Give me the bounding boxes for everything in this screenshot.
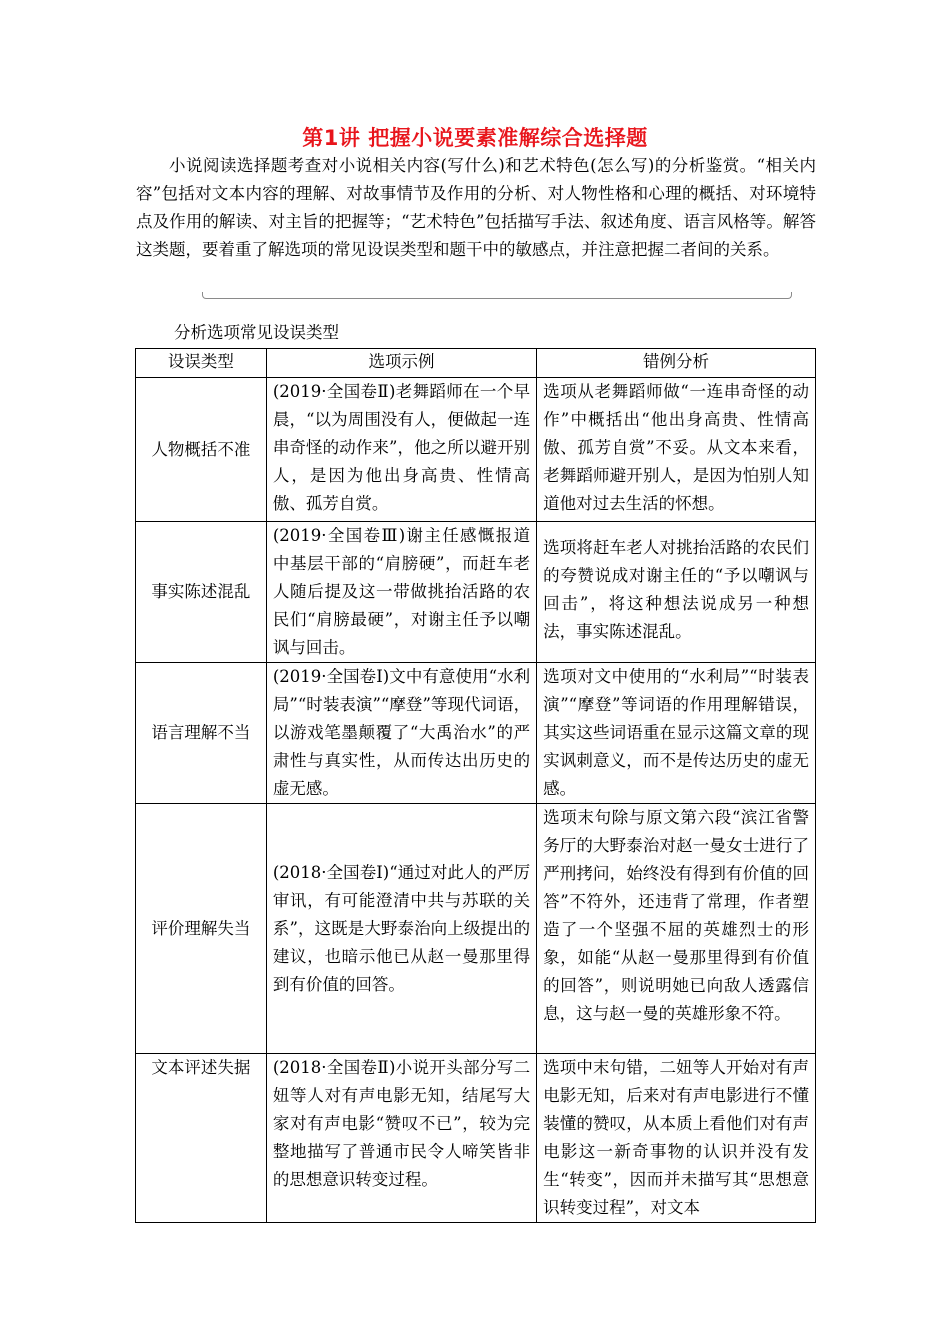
header-type: 设误类型 [136,349,267,378]
page-title: 第1讲 把握小说要素准解综合选择题 [302,126,648,150]
row-example: (2019·全国卷Ⅱ)老舞蹈师在一个早晨，“以为周围没有人，便做起一连串奇怪的动作来”，他之所以避开别人，是因为他出身高贵、性情高傲、孤芳自赏。 [266,378,536,522]
row-type: 人物概括不准 [136,378,267,522]
row-analysis: 选项将赶车老人对挑抬活路的农民们的夸赞说成对谢主任的“予以嘲讽与回击”，将这种想法说成另一种想法，事实陈述混乱。 [537,522,816,663]
table-row [136,804,816,1054]
row-example: (2019·全国卷Ⅰ)文中有意使用“水利局”“时装表演”“摩登”等现代词语，以游戏笔墨颠覆了“大禹治水”的严肃性与真实性，从而传达出历史的虚无感。 [266,663,536,804]
error-type-table [135,348,816,1223]
table-row [136,522,816,663]
row-type: 事实陈述混乱 [136,522,267,663]
header-analysis: 错例分析 [537,349,816,378]
table-header-row [136,349,816,378]
table-row [136,663,816,804]
table-row [136,378,816,522]
row-analysis: 选项从老舞蹈师做“一连串奇怪的动作”中概括出“他出身高贵、性情高傲、孤芳自赏”不妥。从文本来看，老舞蹈师避开别人，是因为怕别人知道他对过去生活的怀想。 [537,378,816,522]
row-type: 评价理解失当 [136,804,267,1054]
row-type: 语言理解不当 [136,663,267,804]
row-analysis: 选项对文中使用的“水利局”“时装表演”“摩登”等词语的作用理解错误，其实这些词语重在显示这篇文章的现实讽刺意义，而不是传达历史的虚无感。 [537,663,816,804]
divider [202,292,792,299]
header-example: 选项示例 [266,349,536,378]
row-analysis: 选项末句除与原文第六段“滨江省警务厅的大野泰治对赵一曼女士进行了严刑拷问，始终没有得到有价值的回答”不符外，还违背了常理，作者塑造了一个坚强不屈的英雄烈士的形象，如能“从赵一曼那里得到有价值的回答”，则说明她已向敌人透露信息，这与赵一曼的英雄形象不符。 [537,804,816,1054]
row-analysis: 选项中末句错，二妞等人开始对有声电影无知，后来对有声电影进行不懂装懂的赞叹，从本质上看他们对有声电影这一新奇事物的认识并没有发生“转变”，因而并未描写其“思想意识转变过程”，对文本 [537,1054,816,1223]
row-type: 文本评述失据 [136,1054,267,1223]
row-example: (2019·全国卷Ⅲ)谢主任感慨报道中基层干部的“肩膀硬”，而赶车老人随后提及这一带做挑抬活路的农民们“肩膀最硬”，对谢主任予以嘲讽与回击。 [266,522,536,663]
table-caption: 分析选项常见设误类型 [174,323,339,342]
row-example: (2018·全国卷Ⅱ)小说开头部分写二妞等人对有声电影无知，结尾写大家对有声电影“赞叹不已”，较为完整地描写了普通市民令人啼笑皆非的思想意识转变过程。 [266,1054,536,1223]
table-row [136,1054,816,1223]
intro-paragraph: 小说阅读选择题考查对小说相关内容(写什么)和艺术特色(怎么写)的分析鉴赏。“相关内容”包括对文本内容的理解、对故事情节及作用的分析、对人物性格和心理的概括、对环境特点及作用的解读、对主旨的把握等；“艺术特色”包括描写手法、叙述角度、语言风格等。解答这类题，要着重了解选项的常见设误类型和题干中的敏感点，并注意把握二者间的关系。 [136,156,816,259]
row-example: (2018·全国卷Ⅰ)“通过对此人的严厉审讯，有可能澄清中共与苏联的关系”，这既是大野泰治向上级提出的建议，也暗示他已从赵一曼那里得到有价值的回答。 [266,804,536,1054]
